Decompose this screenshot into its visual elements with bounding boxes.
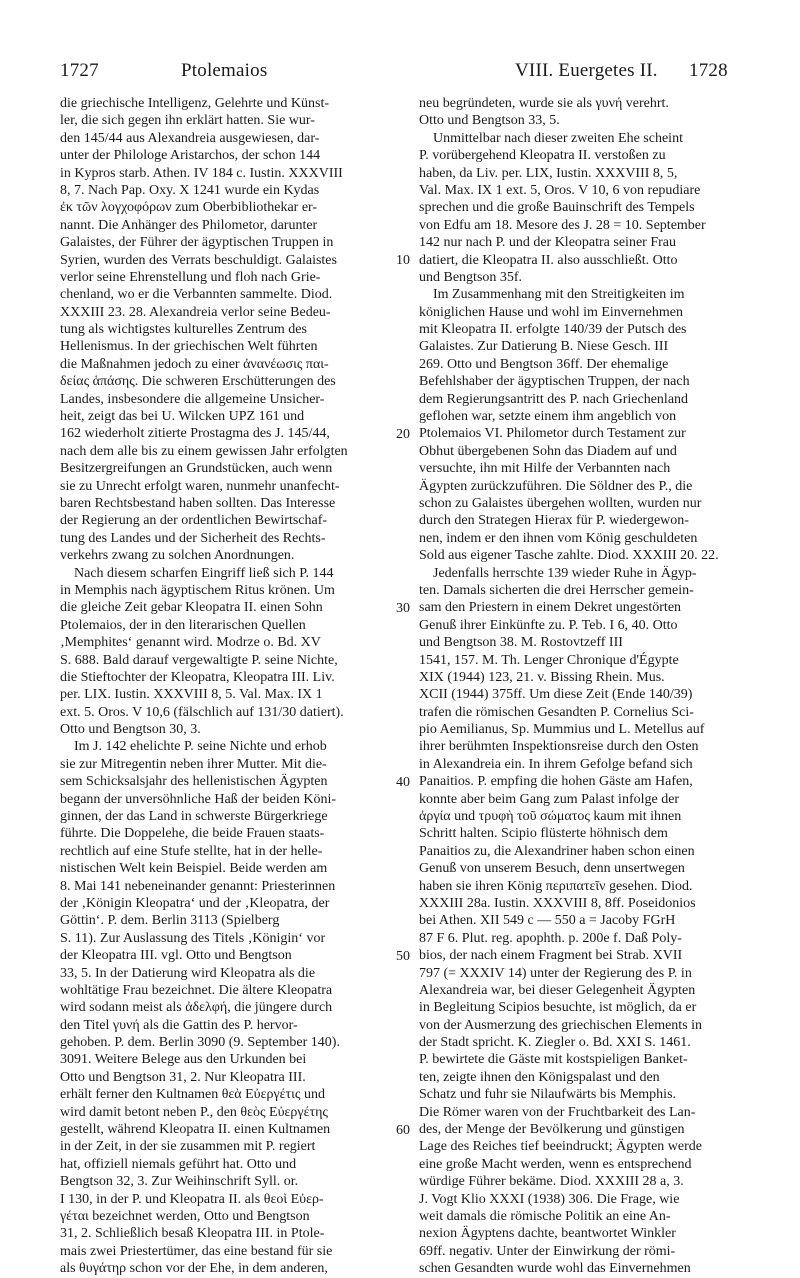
text-line: sie zur Mitregentin neben ihrer Mutter. Mit die- <box>60 756 327 772</box>
line-number: 10 <box>396 252 410 268</box>
text-line: von der Ausmerzung des griechischen Elements in <box>419 1017 703 1033</box>
text-line: Besitzergreifungen an Grundstücken, auch wenn <box>60 461 333 477</box>
text-line: begann der unversöhnliche Haß der beiden Köni- <box>60 791 337 807</box>
text-line: ginnen, der das Land in schwerste Bürgerkriege <box>60 809 328 825</box>
text-line: verlor seine Ehrenstellung und floh nach Grie- <box>60 269 321 285</box>
text-line: Nach diesem scharfen Eingriff ließ sich P. 144 <box>60 565 334 581</box>
text-line: ext. 5. Oros. V 10,6 (fälschlich auf 131/30 datiert). <box>60 704 344 720</box>
text-line: Val. Max. IX 1 ext. 5, Oros. V 10, 6 von repudiare <box>419 182 701 198</box>
text-line: Ptolemaios VI. Philometor durch Testament zur <box>419 426 686 442</box>
text-line: Jedenfalls herrschte 139 wieder Ruhe in Ägyp- <box>419 565 697 581</box>
text-line: geflohen war, setzte einem ihm angeblich von <box>419 409 677 425</box>
text-line: baren Rechtsbestand haben sollten. Das Interesse <box>60 495 336 511</box>
text-line: der Stadt spricht. K. Ziegler o. Bd. XXI S. 1461. <box>419 1035 691 1051</box>
text-line: 142 nur nach P. und der Kleopatra seiner Frau <box>419 235 676 251</box>
text-line: Schritt halten. Scipio flüsterte höhnisch dem <box>419 826 668 842</box>
text-line: ler, die sich gegen ihn erklärt hatten. Sie wur- <box>60 113 315 129</box>
text-line: nannt. Die Anhänger des Philometor, darunter <box>60 217 318 233</box>
text-line: neu begründeten, wurde sie als γυνή verehrt. <box>419 96 669 111</box>
text-line: nexion Ägyptens dachte, beantwortet Winkler <box>419 1226 676 1242</box>
text-line: ἐκ τῶν λογχοφόρων zum Oberbibliothekar er- <box>60 200 318 216</box>
text-column-right <box>419 95 751 1278</box>
text-line: Befehlshaber der ägyptischen Truppen, der nach <box>419 374 690 390</box>
text-line: 797 (= XXXIV 14) unter der Regierung des P. in <box>419 965 692 981</box>
text-line: verkehrs zwang zu solchen Anordnungen. <box>60 548 295 564</box>
text-line: Alexandreia war, bei dieser Gelegenheit Ägypten <box>419 982 696 998</box>
text-line: ‚Memphites‘ genannt wird. Modrze o. Bd. XV <box>60 635 321 651</box>
running-title-right: VIII. Euergetes II. <box>515 60 658 81</box>
text-line: königlichen Hause und wohl im Einvernehmen <box>419 304 683 320</box>
text-line: in Alexandreia ein. In ihrem Gefolge befand sich <box>419 756 693 772</box>
text-line: 1541, 157. M. Th. Lenger Chronique d'Égypte <box>419 652 679 668</box>
text-line: Landes, insbesondere die allgemeine Unsicher- <box>60 391 325 407</box>
text-line: sem Schicksalsjahr des hellenistischen Ägypten <box>60 774 328 790</box>
text-line: XIX (1944) 123, 21. v. Bissing Rhein. Mus. <box>419 669 665 685</box>
text-line: Obhut übergebenen Sohn das Diadem auf und <box>419 443 677 459</box>
text-line: nistischen Welt kein Beispiel. Beide werden am <box>60 861 328 877</box>
text-line: dem Regierungsantritt des P. nach Griechenland <box>419 391 689 407</box>
text-line: 31, 2. Schließlich besaß Kleopatra III. in Ptole- <box>60 1226 325 1242</box>
text-line: P. vorübergehend Kleopatra II. verstoßen zu <box>419 148 666 164</box>
text-line: erhält ferner den Kultnamen θεὰ Εὐεργέτις und <box>60 1087 325 1103</box>
text-line: führte. Die Doppelehe, die beide Frauen staats- <box>60 826 325 842</box>
text-line: bios, der nach einem Fragment bei Strab. XVII <box>419 948 683 964</box>
text-line: 8. Mai 141 nebeneinander genannt: Priesterinnen <box>60 878 336 894</box>
text-line: Lage des Reiches tief beeindruckt; Ägypten werde <box>419 1139 703 1155</box>
text-line: Galaistes. Zur Datierung B. Niese Gesch. III <box>419 339 669 355</box>
text-line: haben, da Liv. per. LIX, Iustin. XXXVIII 8, 5, <box>419 165 678 181</box>
text-line: Galaistes, der Führer der ägyptischen Truppen in <box>60 235 334 251</box>
line-number: 60 <box>396 1122 410 1138</box>
text-line: XXXIII 23. 28. Alexandreia verlor seine Bedeu- <box>60 304 331 320</box>
text-line: Panaitios zu, die Alexandriner haben schon einen <box>419 843 695 859</box>
text-line: XXXIII 28a. Iustin. XXXVIII 8, 8ff. Poseidonios <box>419 895 696 911</box>
text-line: die gleiche Zeit gebar Kleopatra II. einen Sohn <box>60 600 323 616</box>
text-line: nach dem alle bis zu einem gewissen Jahr erfolgten <box>60 443 348 459</box>
text-line: 69ff. negativ. Unter der Einwirkung der römi- <box>419 1243 676 1259</box>
text-line: schen Gesandten wurde wohl das Einvernehmen <box>419 1261 691 1277</box>
text-line: eine große Macht werden, wenn es entsprechend <box>419 1156 692 1172</box>
text-line: 162 wiederholt zitierte Prostagma des J. 145/44, <box>60 426 330 442</box>
text-line: 269. Otto und Bengtson 36ff. Der ehemalige <box>419 356 669 372</box>
text-line: Schatz und fuhr sie Nilaufwärts bis Memphis. <box>419 1087 677 1103</box>
text-line: sprechen und die große Bauinschrift des Tempels <box>419 200 695 216</box>
text-line: S. 688. Bald darauf vergewaltigte P. seine Nichte, <box>60 652 338 668</box>
text-line: Panaitios. P. empfing die hohen Gäste am Hafen, <box>419 774 693 790</box>
text-line: Im Zusammenhang mit den Streitigkeiten im <box>419 287 685 303</box>
text-line: Otto und Bengtson 30, 3. <box>60 722 201 738</box>
text-line: schon zu Galaistes übergehen wollten, wurden nur <box>419 495 702 511</box>
text-line: trafen die römischen Gesandten P. Cornelius Sci- <box>419 704 694 720</box>
text-line: gestellt, während Kleopatra II. einen Kultnamen <box>60 1122 331 1138</box>
text-line: wird sodann meist als ἀδελφή, die jüngere durch <box>60 1000 333 1016</box>
text-line: nen, indem er den ihnen vom König geschuldeten <box>419 530 698 546</box>
text-line: Bengtson 32, 3. Zur Weihinschrift Syll. or. <box>60 1174 299 1190</box>
text-line: durch den Strategen Hierax für P. wiedergewon- <box>419 513 689 529</box>
text-line: unter der Philologe Aristarchos, der schon 144 <box>60 148 321 164</box>
text-line: Genuß ihrer Einkünfte zu. P. Teb. I 6, 40. Otto <box>419 617 678 633</box>
text-line: gehoben. P. dem. Berlin 3090 (9. September 140). <box>60 1035 340 1051</box>
text-line: wird damit betont neben P., den θεὸς Εὐεργέτης <box>60 1104 328 1120</box>
text-line: tung als wichtigstes kulturelles Zentrum des <box>60 322 307 338</box>
text-line: P. bewirtete die Gäste mit kostspieligen Banket- <box>419 1052 688 1068</box>
text-line: der ‚Königin Kleopatra‘ und der ‚Kleopatra, der <box>60 895 330 911</box>
text-line: Unmittelbar nach dieser zweiten Ehe scheint <box>419 130 683 146</box>
text-line: in Kypros starb. Athen. IV 184 c. Iustin. XXXVIII <box>60 165 343 181</box>
text-column-left <box>60 95 392 1278</box>
line-number: 20 <box>396 426 410 442</box>
text-line: XCII (1944) 375ff. Um diese Zeit (Ende 140/39) <box>419 687 693 703</box>
text-line: der Regierung an der ordentlichen Bewirtschaf- <box>60 513 328 529</box>
text-line: bei Athen. XII 549 c — 550 a = Jacoby FGrH <box>419 913 676 929</box>
text-line: den Titel γυνή als die Gattin des P. hervor- <box>60 1017 298 1033</box>
text-line: per. LIX. Iustin. XXXVIII 8, 5. Val. Max. IX 1 <box>60 687 323 703</box>
text-line: des, der Menge der Bevölkerung und günstigen <box>419 1122 685 1138</box>
text-line: Otto und Bengtson 31, 2. Nur Kleopatra III. <box>60 1069 306 1085</box>
text-line: Ägypten zurückzuführen. Die Söldner des P., die <box>419 478 693 494</box>
text-line: würdige Führer bekäme. Diod. XXXIII 28 a, 3. <box>419 1174 684 1190</box>
text-line: ten. Damals sicherten die drei Herrscher gemein- <box>419 582 694 598</box>
text-line: Göttin‘. P. dem. Berlin 3113 (Spielberg <box>60 913 280 929</box>
text-line: 8, 7. Nach Pap. Oxy. X 1241 wurde ein Kydas <box>60 182 320 198</box>
text-line: Otto und Bengtson 33, 5. <box>419 113 560 129</box>
text-line: hat, offiziell niemals geführt hat. Otto und <box>60 1156 297 1172</box>
text-line: Genuß von unserem Besuch, denn unsertwegen <box>419 861 685 877</box>
running-title-left: Ptolemaios <box>181 60 268 81</box>
text-line: wohltätige Frau bezeichnet. Die ältere Kleopatra <box>60 982 333 998</box>
text-line: rechtlich auf eine Stufe stellte, hat in der helle- <box>60 843 323 859</box>
page-number-left: 1727 <box>60 60 99 81</box>
text-line: Syrien, wurden des Verrats beschuldigt. Galaistes <box>60 252 337 268</box>
text-line: I 130, in der P. und Kleopatra II. als θεοὶ Εὐερ- <box>60 1191 324 1207</box>
text-line: der Kleopatra III. vgl. Otto und Bengtson <box>60 948 292 964</box>
line-number: 30 <box>396 600 410 616</box>
text-line: sie zu Unrecht erfolgt waren, nunmehr unanfecht- <box>60 478 340 494</box>
text-line: S. 11). Zur Auslassung des Titels ‚Königin‘ vor <box>60 930 326 946</box>
text-line: in Memphis nach ägyptischem Ritus krönen. Um <box>60 582 335 598</box>
text-line: Im J. 142 ehelichte P. seine Nichte und erhob <box>60 739 327 755</box>
text-line: Die Römer waren von der Fruchtbarkeit des Lan- <box>419 1104 696 1120</box>
text-line: von Edfu am 18. Mesore des J. 28 = 10. September <box>419 217 706 233</box>
text-line: 87 F 6. Plut. reg. apophth. p. 200e f. Daß Poly- <box>419 930 682 946</box>
text-line: und Bengtson 35f. <box>419 269 523 285</box>
text-line: sam den Priestern in einem Dekret ungestörten <box>419 600 682 616</box>
line-number: 50 <box>396 948 410 964</box>
text-line: ten, zeigte ihnen den Königspalast und den <box>419 1069 660 1085</box>
text-line: haben sie ihren König περιπατεῖν gesehen. Diod. <box>419 878 693 894</box>
text-line: ihrer berühmten Inspektionsreise durch den Osten <box>419 739 699 755</box>
text-line: weit damals die römische Politik an eine An- <box>419 1209 671 1224</box>
text-line: pio Aemilianus, Sp. Mummius und L. Metellus auf <box>419 722 705 738</box>
text-line: den 145/44 aus Alexandreia ausgewiesen, dar- <box>60 130 320 146</box>
text-line: heit, zeigt das bei U. Wilcken UPZ 161 und <box>60 409 305 425</box>
text-line: versuchte, ihn mit Hilfe der Verbannten nach <box>419 461 671 477</box>
text-line: als θυγάτηρ schon vor der Ehe, in dem anderen, <box>60 1261 328 1277</box>
text-line: konnte aber beim Gang zum Palast infolge der <box>419 791 680 807</box>
text-line: mais zwei Priestertümer, das eine bestand für sie <box>60 1243 333 1259</box>
text-line: mit Kleopatra II. erfolgte 140/39 der Putsch des <box>419 322 687 338</box>
line-number: 40 <box>396 774 410 790</box>
text-line: Sold aus eigener Tasche zahlte. Diod. XXXIII 20. 22. <box>419 548 719 564</box>
text-line: in der Zeit, in der sie zusammen mit P. regiert <box>60 1139 316 1155</box>
text-line: 33, 5. In der Datierung wird Kleopatra als die <box>60 965 316 981</box>
text-line: 3091. Weitere Belege aus den Urkunden bei <box>60 1052 307 1068</box>
page-number-right: 1728 <box>689 60 728 81</box>
text-line: tung des Landes und der Sicherheit des Rechts- <box>60 530 326 546</box>
text-line: Hellenismus. In der griechischen Welt führten <box>60 339 318 355</box>
text-line: ἀργία und τρυφὴ τοῦ σώματος kaum mit ihnen <box>419 809 682 825</box>
text-line: J. Vogt Klio XXXI (1938) 306. Die Frage, wie <box>419 1191 680 1207</box>
text-line: in Begleitung Scipios besuchte, ist möglich, da er <box>419 1000 697 1016</box>
text-line: Ptolemaios, der in den literarischen Quellen <box>60 617 306 633</box>
text-line: chenland, wo er die Verbannten sammelte. Diod. <box>60 287 333 303</box>
text-line: δείας ἁπάσης. Die schweren Erschütterungen des <box>60 374 336 390</box>
text-line: die Stieftochter der Kleopatra, Kleopatra III. Liv. <box>60 669 335 685</box>
text-line: γέται bezeichnet werden, Otto und Bengtson <box>60 1209 310 1224</box>
text-line: die Maßnahmen jedoch zu einer ἀνανέωσις παι- <box>60 356 329 372</box>
text-line: die griechische Intelligenz, Gelehrte und Künst- <box>60 96 330 111</box>
text-line: und Bengtson 38. M. Rostovtzeff III <box>419 635 623 651</box>
text-line: datiert, die Kleopatra II. also ausschließt. Otto <box>419 252 678 268</box>
